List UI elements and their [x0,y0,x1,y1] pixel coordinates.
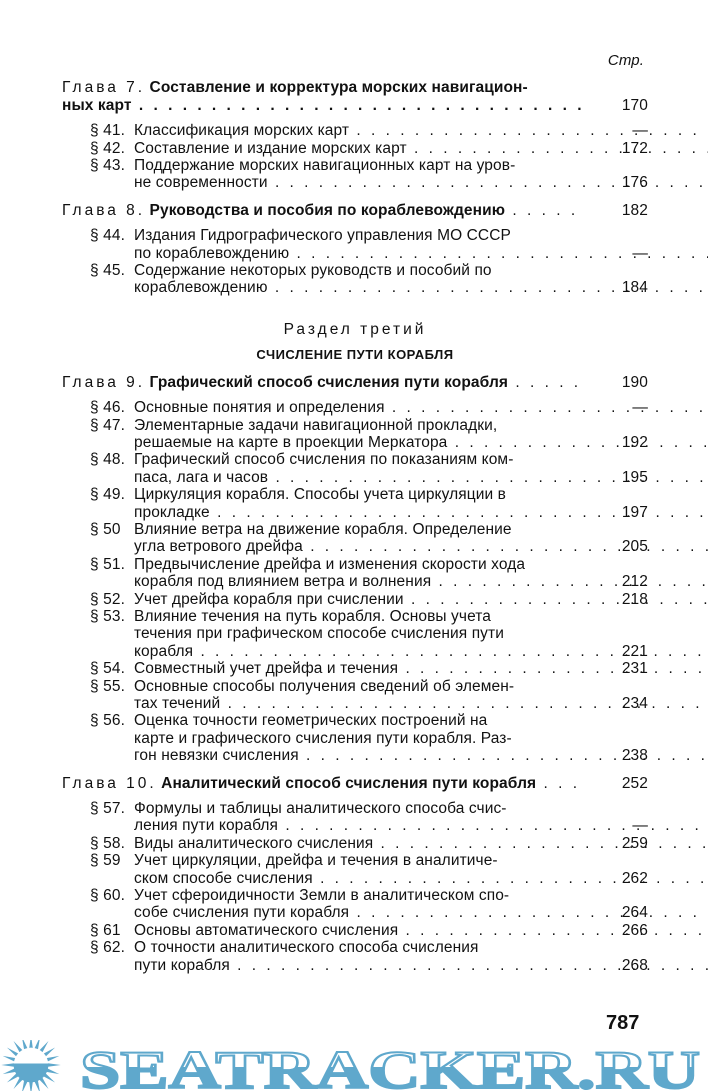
entry-text-line: Основные понятия и определения . . . [134,399,708,416]
toc-section-entry[interactable] [62,939,648,974]
toc-section-entry[interactable] [62,521,648,556]
page-ref: 182 [621,201,648,219]
sun-ray [29,1081,33,1091]
toc-section-entry[interactable] [62,800,648,835]
toc-section-entry[interactable] [62,591,648,608]
entry-text-line: не современности . . . [134,174,708,191]
toc-chapter-entry[interactable] [62,775,648,792]
section-label: § 62. [90,939,125,957]
chapter-title: Графический способ счисления пути корабля [149,373,509,391]
entry-text-line: ском способе счисления . . . [134,870,708,887]
chapter-title: Аналитический способ счисления пути корабля [161,774,537,792]
entry-text-line: Классификация морских карт . . . [134,122,708,139]
page-ref: 205 [621,538,648,556]
section-label: § 41. [90,122,125,140]
entry-text-line: Содержание некоторых руководств и пособий по [134,262,492,280]
toc-section-entry[interactable] [62,486,648,521]
toc-chapter-entry[interactable] [62,202,648,219]
entry-text-line: угла ветрового дрейфа . . . [134,538,708,555]
toc-section-entry[interactable] [62,157,648,192]
chapter-first-line [62,79,585,96]
entry-text-line: Влияние ветра на движение корабля. Определение [134,520,512,538]
toc-section-entry[interactable] [62,556,648,591]
section-label: § 42. [90,139,125,157]
chapter-label: Глава 9. [62,373,146,391]
page-ref: 221 [621,642,648,660]
entry-text-line: корабля под влиянием ветра и волнения . . . [134,573,708,590]
section-label: § 45. [90,262,125,280]
section-label: § 52. [90,590,125,608]
toc-section-entry[interactable] [62,852,648,887]
entry-text-line: Основные способы получения сведений об элемен- [134,677,515,695]
section-label: § 57. [90,800,125,818]
entry-text-line: прокладке . . . [134,504,708,521]
toc-section-entry[interactable] [62,835,648,852]
entry-text-line: Составление и издание морских карт . . . [134,140,708,157]
toc-section-entry[interactable] [62,262,648,297]
toc-section-entry[interactable] [62,678,648,713]
page-ref: 252 [621,774,648,792]
page-ref: 264 [621,904,648,922]
page-ref: 262 [621,869,648,887]
toc-section-entry[interactable] [62,122,648,139]
section-label: § 51. [90,555,125,573]
sun-ray [47,1063,61,1067]
page-ref: 190 [621,373,648,391]
page-ref: 192 [621,433,648,451]
toc-section-entry[interactable] [62,887,648,922]
entry-text-line: Учет циркуляции, дрейфа и течения в аналитиче- [134,852,498,870]
section-label: § 47. [90,416,125,434]
entry-text-line: течения при графическом способе счисления пути [134,625,504,643]
page-ref: — [632,399,648,417]
entry-text-line: Поддержание морских навигационных карт на уров- [134,157,516,175]
entry-text-line: О точности аналитического способа счисления [134,939,479,957]
page-ref: — [632,244,648,262]
entry-text-line: по кораблевождению . . . [134,245,708,262]
page-number: 787 [606,1012,640,1034]
toc-section-entry[interactable] [62,712,648,764]
part-title: СЧИСЛЕНИЕ ПУТИ КОРАБЛЯ [256,347,454,363]
entry-text-line: Издания Гидрографического управления МО СССР [134,227,511,245]
entry-text-line: паса, лага и часов . . . [134,469,708,486]
section-label: § 44. [90,227,125,245]
section-label: § 48. [90,451,125,469]
toc-section-entry[interactable] [62,227,648,262]
table-of-contents [62,52,648,974]
section-label: § 49. [90,486,125,504]
svg-text:SEATRACKER.RU: SEATRACKER.RU [80,1040,700,1091]
page-ref: 218 [621,590,648,608]
page-ref: 231 [621,660,648,678]
entry-text-line: Влияние течения на путь корабля. Основы учета [134,607,492,625]
part-heading: Раздел третий [283,320,427,338]
page-ref: 266 [621,921,648,939]
entry-text-line: пути корабля . . . [134,957,708,974]
toc-section-entry[interactable] [62,140,648,157]
seatracker-watermark-logo [0,1040,708,1091]
entry-text-line: карте и графического счисления пути корабля. Раз- [134,729,512,747]
entry-text-line: решаемые на карте в проекции Меркатора . . . [134,434,708,451]
page-ref: 238 [621,747,648,765]
toc-section-entry[interactable] [62,451,648,486]
section-label: § 53. [90,607,125,625]
toc-list [62,79,648,974]
chapter-title: Руководства и пособия по кораблевождению [149,201,506,219]
entry-text-line: ления пути корабля . . . [134,817,708,834]
section-label: § 61 [90,921,121,939]
entry-text-line: Оценка точности геометрических построений на [134,712,488,730]
chapter-label: Глава 10. [62,774,157,792]
section-label: § 56. [90,712,125,730]
entry-text-line: Виды аналитического счисления . . . [134,835,708,852]
toc-section-entry[interactable] [62,399,648,416]
chapter-first-line [62,775,585,792]
page-ref: 184 [621,279,648,297]
page-ref: 197 [621,503,648,521]
section-label: § 58. [90,834,125,852]
sun-ray [1,1063,15,1067]
chapter-title: Составление и корректура морских навигацион- [149,79,528,97]
page-ref: — [632,122,648,140]
section-label: § 54. [90,660,125,678]
chapter-first-line [62,202,585,219]
entry-text-line: корабля . . . [134,643,708,660]
entry-text-line: кораблевождению . . . [134,279,708,296]
entry-text-line: Формулы и таблицы аналитического способа счис- [134,800,507,818]
page-ref: 212 [621,573,648,591]
entry-text-line: Циркуляция корабля. Способы учета циркуляции в [134,486,506,504]
toc-section-entry[interactable] [62,660,648,677]
section-label: § 46. [90,399,125,417]
page-ref: 268 [621,956,648,974]
entry-text-line: Учет дрейфа корабля при счислении . . . [134,591,708,608]
section-label: § 43. [90,157,125,175]
toc-chapter-entry[interactable] [62,79,648,114]
sun-icon [1,1040,61,1091]
toc-section-entry[interactable] [62,608,648,660]
entry-text-line: гон невязки счисления . . . [134,747,708,764]
toc-section-entry[interactable] [62,922,648,939]
toc-chapter-entry[interactable] [62,374,648,391]
page-ref: — [632,817,648,835]
section-label: § 59 [90,852,121,870]
section-label: § 55. [90,677,125,695]
entry-text-line: Учет сфероидичности Земли в аналитическом спо- [134,887,510,905]
section-label: § 60. [90,887,125,905]
chapter-first-line [62,374,585,391]
page-ref: 170 [621,96,648,114]
section-label: § 50 [90,520,121,538]
toc-section-entry[interactable] [62,417,648,452]
page-column-header: Стр. [607,52,644,69]
chapter-title-line: ных карт . . . [62,97,585,114]
page-ref: 176 [621,174,648,192]
entry-text-line: собе счисления пути корабля . . . [134,904,708,921]
entry-text-line: Элементарные задачи навигационной прокладки, [134,416,498,434]
page-ref: 195 [621,468,648,486]
chapter-label: Глава 7. [62,79,146,97]
page-ref: 259 [621,834,648,852]
entry-text-line: тах течений . . . [134,695,708,712]
entry-text-line: Предвычисление дрейфа и изменения скорости хода [134,555,526,573]
entry-text-line: Графический способ счисления по показаниям ком- [134,451,514,469]
entry-text-line: Основы автоматического счисления . . . [134,922,708,939]
chapter-label: Глава 8. [62,201,146,219]
entry-text-line: Совместный учет дрейфа и течения . . . [134,660,708,677]
page-ref: 234 [621,695,648,712]
page-ref: 172 [621,139,648,157]
